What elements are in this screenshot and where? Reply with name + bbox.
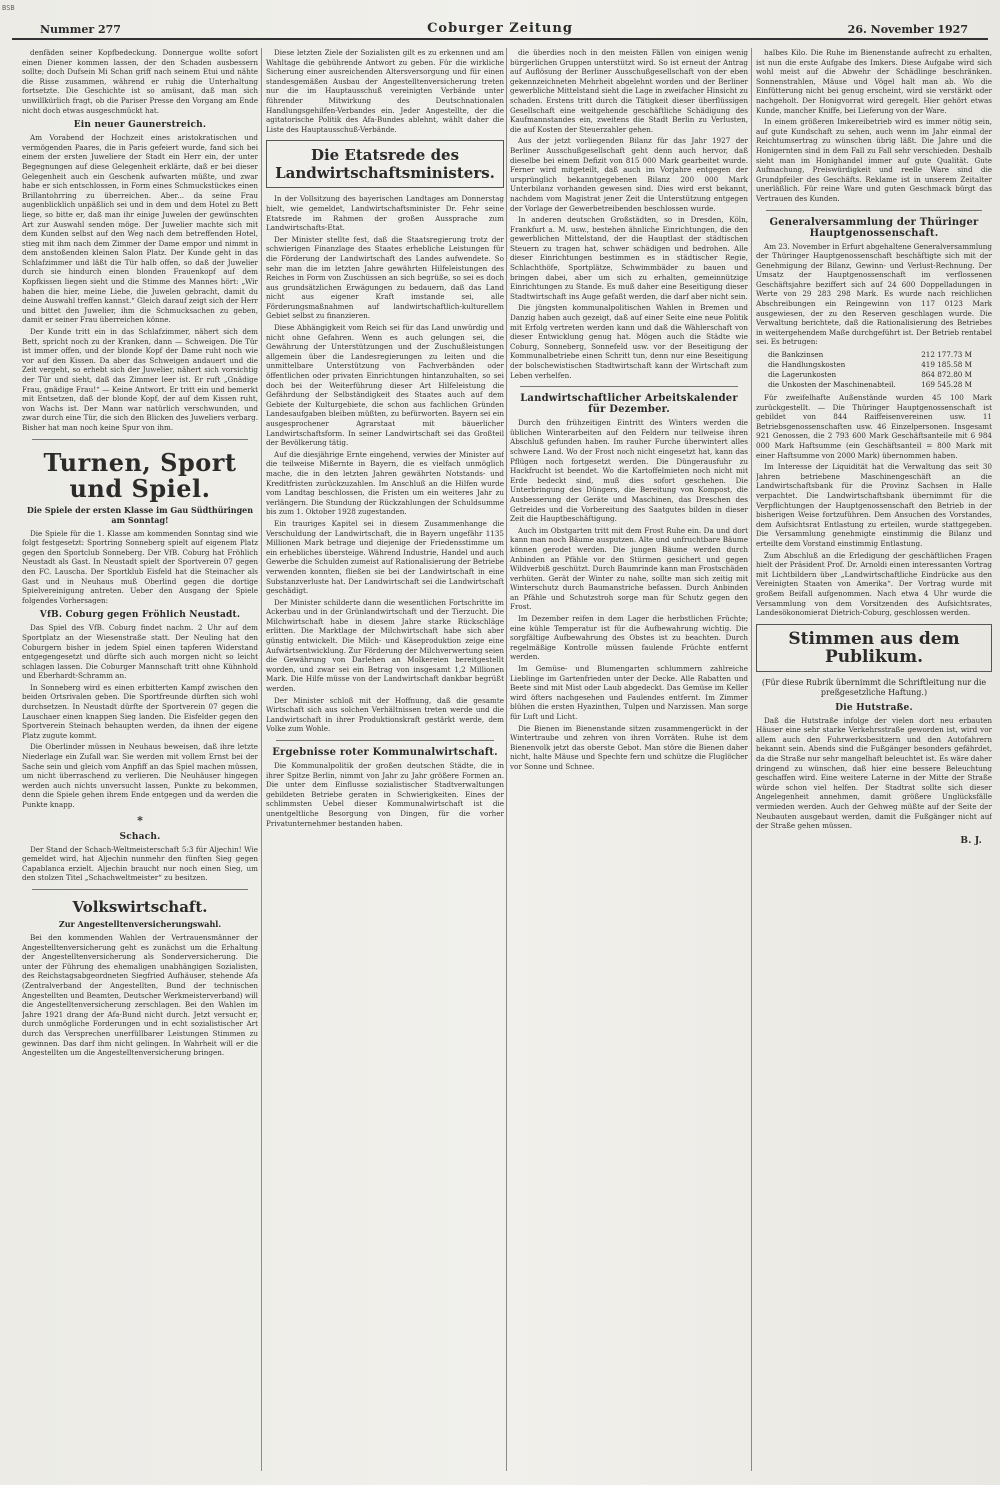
headline-box <box>756 624 992 672</box>
article-subheading: Zur Angestelltenversicherungswahl. <box>58 918 222 929</box>
cost-list-row: die Bankzinsen 212 177.73 M <box>768 350 972 360</box>
article-paragraph: In Sonneberg wird es einen erbitterten Kampf zwischen den beiden Ortsrivalen geben. Die Sportfreunde dürften sich wohl durchsetzen. In Neustadt dürfte der Sportverein 07 gegen die Lauschaer einen knappen Sieg landen. Die Eisfelder gegen den Sportverein Steinach behaupten werden, da ihnen der eigene Platz zugute kommt. <box>22 682 258 740</box>
section-heading-sport: Turnen, Sport und Spiel. <box>43 447 237 503</box>
cost-list-row: die Unkosten der Maschinenabteil. 169 545.28 M <box>768 380 972 390</box>
article-heading: VfB. Coburg gegen Fröhlich Neustadt. <box>39 610 241 621</box>
masthead <box>12 20 988 40</box>
article-paragraph: Der Minister schloß mit der Hoffnung, daß die gesamte Wirtschaft sich aus solchen Verhältnissen treten werde und die Landwirtschaft in ihrer Produktionskraft gestärkt werde, dem Volke zum Wohle. <box>266 695 504 734</box>
divider <box>766 210 982 211</box>
article-paragraph: die überdies noch in den meisten Fällen von einigen wenig bürgerlichen Gruppen unterstützt wird. So ist erneut der Antrag auf Auflösung der Berliner Ausschußgesellschaft von der eben gekennzeichneten Mehrheit abgelehnt worden und der Berliner gewerbliche Mittelstand sieht die Lage in zweifacher Hinsicht zu schaden. Erstens tritt durch die Tätigkeit dieser überflüssigen Gesellschaft eine weitgehende geschäftliche Schädigung des Kaufmannstandes ein, zweitens die Stadt Berlin zu Verlusten, die auf Kosten der Steuerzahler gehen. <box>510 48 748 134</box>
author-signature: B. J. <box>960 835 982 846</box>
article-paragraph: Bei den kommenden Wahlen der Vertrauensmänner der Angestelltenversicherung geht es zunächst um die Erhaltung der Angestelltenversicherung als Sonderversicherung. Die unter der Führung des ehemaligen unabhängigen Sozialisten, des Reichstagsabgeordneten Siegfried Aufhäuser, stehende Afa (Zentralverband der Angestellten, Bund der technischen Angestellten und Beamten, Deutscher Werkmeisterverband) will die Angestelltenversicherung zerschlagen. Bei den Wahlen im Jahre 1921 drang der Afa-Bund nicht durch. Jetzt versucht er, durch unmögliche Forderungen und in echt sozialistischer Art durch das Versprechen unerfüllbarer Leistungen Stimmen zu gewinnen. Das darf ihm nicht gelingen. In Wahrheit will er die Angestellten um die Angestelltenversicherung bringen. <box>22 932 258 1058</box>
article-paragraph: Durch den frühzeitigen Eintritt des Winters werden die üblichen Winterarbeiten auf den Feldern nur teilweise ihren Abschluß gefunden haben. Im rauher Furche überwintert alles schwere Land. Wo der Frost noch nicht eingesetzt hat, kann das Pflügen noch fortgesetzt werden. Die Düngerausfuhr zu Hackfrucht ist beendet. Wo die Kartoffelmieten noch nicht mit Erde bedeckt sind, muß dies sofort geschehen. Die Unterbringung des Düngers, die Bereitung von Kompost, die Ausbesserung der Geräte und Maschinen, das Dreschen des Getreides und die Vorbereitung des Saatgutes bilden in dieser Zeit die Hauptbeschäftigung. <box>510 418 748 524</box>
article-paragraph: In einem größeren Imkereibetrieb wird es immer nötig sein, auf gute Kundschaft zu sehen, auch wenn im Jahr einmal der Reichtumsertrag zu wünschen übrig läßt. Die Jahre und die Honigernten sind in dem Fall zu Fall sehr verschieden. Deshalb sieht man im Honighandel immer auf gute Qualität. Gute Aufmachung, Preiswürdigkeit und reelle Ware sind die Grundpfeiler des Geschäfts. Reklame ist in unserem Zeitalter unerläßlich. Für reine Ware und guten Geschmack bürgt das Vertrauen des Kunden. <box>756 117 992 203</box>
article-paragraph: Der Stand der Schach-Weltmeisterschaft 5:3 für Aljechin! Wie gemeldet wird, hat Aljechin nunmehr den fünften Sieg gegen Capablanca erzielt. Aljechin braucht nur noch einen Sieg, um den stolzen Titel „Schachweltmeister“ zu besitzen. <box>22 844 258 883</box>
article-paragraph: Im Gemüse- und Blumengarten schlummern zahlreiche Lieblinge im Gartenfrieden unter der Decke. Alle Rabatten und Beete sind mit Mist oder Laub abgedeckt. Das Gemüse im Keller wird öfters nachgesehen und Faulendes entfernt. Im Zimmer blühen die ersten Hyazinthen, Tulpen und Narzissen. Man sorge für Luft und Licht. <box>510 664 748 721</box>
column-3 <box>510 48 748 1471</box>
column-rule <box>751 48 752 1471</box>
article-paragraph: Im Interesse der Liquidität hat die Verwaltung das seit 30 Jahren betriebene Maschinengeschäft an die Landwirtschaftsbank für die Provinz Sachsen in Halle verpachtet. Die Landwirtschaftsbank übernimmt für die Verpflichtungen der Hauptgenossenschaft den Betrieb in der bisherigen Weise fortzuführen. Dem Ansuchen des Vorstandes, dem Aufsichtsrat Entlastung zu erteilen, wurde stattgegeben. Die Versammlung genehmigte einstimmig die Bilanz und erteilte dem Vorstand einstimmig Entlastung. <box>756 462 992 548</box>
article-paragraph: Der Minister schilderte dann die wesentlichen Fortschritte im Ackerbau und in der Grünlandwirtschaft und der Tierzucht. Die Milchwirtschaft habe in diesem Jahre starke Rückschläge erlitten. Die Marktlage der Milchwirtschaft habe sich aber günstig entwickelt. Die Milch- und Käseproduktion zeige eine Aufwärtsentwicklung. Zur Förderung der Milchverwertung seien die Gewährung von Darlehen an Molkereien bereitgestellt worden, und zwar sei ein Betrag von insgesamt 1,2 Millionen Mark. Die Hilfe müsse von der Landwirtschaft dankbar begrüßt werden. <box>266 597 504 694</box>
article-paragraph: Die Kommunalpolitik der großen deutschen Städte, die in ihrer Spitze Berlin, nimmt von Jahr zu Jahr größere Formen an. Die unter dem Einflusse sozialistischer Stadtverwaltungen gebildeten Betriebe geraten in Schwierigkeiten. Eines der schlimmsten Uebel dieser Kommunalwirtschaft ist die unentgeltliche Besorgung von Dingen, für die vorher Privatunternehmer bestanden haben. <box>266 761 504 828</box>
article-paragraph: Im Dezember reifen in dem Lager die herbstlichen Früchte; eine kühle Temperatur ist für die Aufbewahrung wichtig. Die sorgfältige Aufbewahrung des Obstes ist zu beachten. Durch regelmäßige Kontrolle müssen faulende Früchte entfernt werden. <box>510 614 748 662</box>
article-paragraph: Aus der jetzt vorliegenden Bilanz für das Jahr 1927 der Berliner Ausschußgesellschaft geht denn auch hervor, daß dieselbe bei einem Defizit von 815 000 Mark gearbeitet wurde. Ferner wird mitgeteilt, daß auch im Vorjahre entgegen der ursprünglich bekanntgegebenen Bilanz 200 000 Mark Unterbilanz vorhanden gewesen sind. Dies wird erst bekannt, nachdem vom Magistrat jener Zeit die Unterstützung entgegen der Vorlage der Gewerbetreibenden beschlossen wurde. <box>510 136 748 213</box>
column-rule <box>506 48 507 1471</box>
article-paragraph: Am Vorabend der Hochzeit eines aristokratischen und vermögenden Paares, die in Paris gefeiert wurde, fand sich bei einem der ersten Juweliere der Stadt ein Herr ein, der unter Begegnungen auf diese Gelegenheit erklärte, daß er bei dieser Gelegenheit auch ein Geschenk aufwarten müßte, und zwar habe er sich entschlossen, in Form eines Schmuckstückes einen Brillantohrring zu überreichen. Aber... da seine Frau augenblicklich unpäßlich sei und in dem und dem Hotel zu Bett liege, so bitte er, daß man ihr einige Juwelen der gewünschten Art zur Auswahl senden möge. Der Juwelier machte sich mit dem Kunden selbst auf den Weg nach dem betreffenden Hotel, stieg mit ihm nach dem Zimmer der Dame empor und nimmt in dem anstoßenden kleinen Salon Platz. Der Kunde geht in das Schlafzimmer und läßt die Tür halb offen, so daß der Juwelier durch sie hindurch einen blonden Frauenkopf auf dem Kopfkissen liegen sieht und die Stimme des Mannes hört: „Wir haben die hier, meine Liebe, die Juwelen gebracht, damit du deine Auswahl treffen kannst.“ Gleich darauf zeigt sich der Herr und bittet den Juwelier, ihm die Schmucksachen zu geben, damit er seiner Frau überreichen könne. <box>22 133 258 325</box>
cost-list <box>768 350 992 390</box>
article-paragraph: Diese letzten Ziele der Sozialisten gilt es zu erkennen und am Wahltage die gebührende Antwort zu geben. Für die wirkliche Sicherung einer ausreichenden Altersversorgung und für einen standesgemäßen Ausbau der Angestelltenversicherung treten nur die im Hauptausschuß vereinigten Verbände unter führender Mitwirkung des Deutschnationalen Handlungsgehilfen-Verbandes ein. Jeder Angestellte, der die agitatorische Politik des Afa-Bundes ablehnt, wählt daher die Liste des Hauptausschuß-Verbände. <box>266 48 504 134</box>
article-paragraph: In anderen deutschen Großstädten, so in Dresden, Köln, Frankfurt a. M. usw., bestehen ähnliche Einrichtungen, die den gewerblichen Mittelstand, der die Hauptlast der städtischen Steuern zu tragen hat, schwer schädigen und bedrohen. Alle dieser Einrichtungen bestimmen es in städtischer Regie, Schlachthöfe, Sportplätze, Schwimmbäder zu bauen und bringen dabei, aber um sich zu erhalten, gemeinnützige Einrichtungen zu Stande. Es muß daher eine Beseitigung dieser Stadtwirtschaft ins Auge gefaßt werden, die darf aber nicht sein. <box>510 215 748 301</box>
article-heading: Die Etatsrede des Landwirtschaftsministers. <box>275 146 495 183</box>
article-paragraph: Die Bienen im Bienenstande sitzen zusammengerückt in der Wintertraube und zehren von ihren Vorräten. Ruhe ist dem Bienenvolk jetzt das oberste Gebot. Man störe die Bienen daher nicht, halte Mäuse und Spechte fern und schütze die Fluglöcher vor Sonne und Schnee. <box>510 723 748 771</box>
article-paragraph: Die Oberlinder müssen in Neuhaus beweisen, daß ihre letzte Niederlage ein Zufall war. Sie werden mit vollem Ernst bei der Sache sein und gleich vom Anpfiff an das Spiel machen müssen, um nicht überraschend zu verlieren. Die Neuhäuser hingegen werden auch nichts unversucht lassen, Punkte zu bekommen, denn die Spiele gehen ihrem Ende entgegen und da werden die Punkte knapp. <box>22 742 258 809</box>
article-paragraph: halbes Kilo. Die Ruhe im Bienenstande aufrecht zu erhalten, ist nun die erste Aufgabe des Imkers. Diese Aufgabe wird sich wohl meist auf die Abwehr der Schädlinge beschränken. Sonnenstrahlen, Mäuse und Vögel halt man ab. Wo die Einfütterung nicht bei genug erscheint, wird sie verstärkt oder nachgeholt. Der Honigvorrat wird geregelt. Hier gehört etwas Kunde, mancher Kniffe, bei Lieferung von der Ware. <box>756 48 992 115</box>
article-subheading: Die Spiele der ersten Klasse im Gau Südthüringen am Sonntag! <box>26 504 254 525</box>
column-rule <box>261 48 262 1471</box>
issue-number: Nummer 277 <box>40 23 121 36</box>
article-paragraph: Der Kunde tritt ein in das Schlafzimmer, nähert sich dem Bett, spricht noch zu der Kranken, dann — Schweigen. Die Tür ist immer offen, und der blonde Kopf der Dame ruht noch wie vor auf den Kissen. Da aber das Schweigen andauert und die Zeit vergeht, so erhebt sich der Juwelier, nähert sich vorsichtig der Tür und sieht, daß das Zimmer leer ist. Er ruft „Gnädige Frau, gnädige Frau!“ — Keine Antwort. Er tritt ein und bemerkt mit Entsetzen, daß der blonde Kopf, der auf dem Kissen ruht, von Wachs ist. Der Mann war natürlich verschwunden, und zwar durch eine Tür, die sich den Blicken des Juweliers verbarg. Bisher hat man noch keine Spur von ihm. <box>22 327 258 432</box>
article-paragraph: Die Spiele für die 1. Klasse am kommenden Sonntag sind wie folgt festgesetzt: Sportring Sonneberg spielt auf eigenem Platz gegen den Sportclub Sonneberg. Der VfB. Coburg hat Fröhlich Neustadt als Gast. In Neustadt spielt der Sportverein 07 gegen den FC. Lauscha. Der Sportklub Eisfeld hat die Steinacher als Gast und in Neuhaus muß Oberlind gegen die dortige Spielvereinigung antreten. Ueber den Ausgang der Spiele folgendes Vorhersagen: <box>22 528 258 605</box>
column-1 <box>22 48 258 1471</box>
article-paragraph: In der Vollsitzung des bayerischen Landtages am Donnerstag hielt, wie gemeldet, Landwirtschaftsminister Dr. Fehr seine Etatsrede im Rahmen der großen Aussprache zum Landwirtschafts-Etat. <box>266 194 504 233</box>
article-heading: Schach. <box>119 831 161 842</box>
divider <box>276 740 494 741</box>
article-paragraph: Für zweifelhafte Außenstände wurden 45 100 Mark zurückgestellt. — Die Thüringer Hauptgenossenschaft ist gebildet von 844 Raiffeisenvereinen usw. 11 Betriebsgenossenschaften usw. 46 Einzelpersonen. Insgesamt 921 Genossen, die 2 793 600 Mark Geschäftsanteile mit 6 984 000 Mark Haftsumme (ein Geschäftsanteil = 800 Mark mit einer Haftsumme von 2000 Mark) übernommen haben. <box>756 393 992 460</box>
article-heading: Ein neuer Gaunerstreich. <box>73 120 207 131</box>
article-paragraph: Am 23. November in Erfurt abgehaltene Generalversammlung der Thüringer Hauptgenossenschaft beschäftigte sich mit der Genehmigung der Bilanz, Gewinn- und Verlust-Rechnung. Der Umsatz der Hauptgenossenschaft im verflossenen Geschäftsjahre beziffert sich auf 24 600 Doppelladungen in Werte von 29 283 298 Mark. Es wurde nach reichlichen Abschreibungen ein Reingewinn von 117 0123 Mark ausgewiesen, der zu den Reserven geschlagen wurde. Die Verwaltung berichtete, daß die Rationalisierung des Betriebes in weitergehendem Maße durchgeführt ist. Der Betrieb rentabel sei. Es betrugen: <box>756 241 992 347</box>
section-heading-letters: Stimmen aus dem Publikum. <box>788 628 960 667</box>
article-paragraph: Der Minister stellte fest, daß die Staatsregierung trotz der schwierigen Finanzlage des Staates erhebliche Leistungen für die Förderung der Landwirtschaft des Landes aufwendete. So sehr man die im letzten Jahre gewährten Hilfeleistungen des Reiches in Form von Zuschüssen an sich begrüße, so sei es doch aus grundsätzlichen Erwägungen zu bedauern, daß das Land nicht aus eigener Kraft imstande sei, alle Förderungsmaßnahmen auf landwirtschaftlich-kulturellem Gebiet selbst zu finanzieren. <box>266 234 504 321</box>
article-paragraph: Die jüngsten kommunalpolitischen Wahlen in Bremen und Danzig haben auch gezeigt, daß auf einer Seite eine neue Politik mit Erfolg vertreten werden kann und daß die Wählerschaft von dieser Entwicklung genug hat. Mögen auch die Städte wie Coburg, Sonneberg, Sonnefeld usw. vor der Beseitigung der Kommunalbetriebe einen Schritt tun, denn nur eine Beseitigung der bolschewistischen Stadtwirtschaft kann der Wirtschaft zum Leben verhelfen. <box>510 303 748 380</box>
column-4 <box>756 48 992 1471</box>
section-note: (Für diese Rubrik übernimmt die Schriftleitung nur die preßgesetzliche Haftung.) <box>761 677 987 697</box>
article-paragraph: Auf die diesjährige Ernte eingehend, verwies der Minister auf die teilweise Mißernte in Bayern, die es vielfach unmöglich mache, die in den letzten Jahren gewährten Notstands- und Kreditfristen zurückzuzahlen. Im Anschluß an die Hilfen wurde vom Landtag beschlossen, die Fristen um ein weiteres Jahr zu verlängern. Die Stundung der Rückzahlungen der Schuldsumme bis zum 1. Oktober 1928 zugestanden. <box>266 449 504 517</box>
article-heading: Die Hutstraße. <box>835 702 913 713</box>
article-heading: Ergebnisse roter Kommunalwirtschaft. <box>272 747 498 758</box>
article-paragraph: Auch im Obstgarten tritt mit dem Frost Ruhe ein. Da und dort kann man noch Bäume ausputzen. Alte und unfruchtbare Bäume können gerodet werden. Die jungen Bäume werden durch Anbinden an Pfähle vor den Stürmen gesichert und gegen Wildverbiß geschützt. Durch Baumrinde kann man Frostschäden verhüten. Gerät der Winter zu nahe, sollte man sich zeitig mit Winterschutz durch Baumanstriche befassen. Durch Anbinden an Pfähle und Schutzstroh sorge man für Schutz gegen den Frost. <box>510 525 748 612</box>
paper-title: Coburger Zeitung <box>427 21 573 36</box>
divider <box>32 889 248 890</box>
article-heading: Generalversammlung der Thüringer Hauptgenossenschaft. <box>769 216 979 239</box>
article-paragraph: Diese Abhängigkeit vom Reich sei für das Land unwürdig und nicht ohne Gefahren. Wenn es auch gelungen sei, die Gewährung der Unterstützungen und der Zuschußleistungen allgemein über die Landesregierungen zu leiten und die unmittelbare Unterstützung von Fachverbänden oder öffentlichen oder privaten Einrichtungen hintanzuhalten, so sei doch bei der Weiterführung dieser Art Hilfeleistung die Gefährdung der Selbständigkeit des Staates auch auf dem Gebiete der Kulturgebiete, die schon aus fachlichen Gründen Landesaufgaben bleiben müßten, zu befürworten. Bayern sei ein ausgesprochener Agrarstaat mit bäuerlicher Landwirtschaftsform. In seiner Landwirtschaft sei das Großteil der Bevölkerung tätig. <box>266 323 504 448</box>
library-stamp: BSB <box>2 4 15 12</box>
article-heading: Landwirtschaftlicher Arbeitskalender für Dezember. <box>520 393 738 416</box>
section-star: * <box>137 813 143 827</box>
divider <box>32 439 248 440</box>
article-paragraph: denfäden seiner Kopfbedeckung. Donnergue wollte sofort einen Diener kommen lassen, der den Schaden ausbessern sollte; doch Dufsein Mi Schan griff nach seinem Etui und nähte die Risse zusammen, während er ruhig die Unterhaltung fortsetzte. Die Geschichte ist so amüsant, daß man sich unwillkürlich fragt, ob die Pariser Presse den Vorgang am Ende nicht doch etwas ausgeschmückt hat. <box>22 48 258 115</box>
cost-list-row: die Handlungskosten 419 185.58 M <box>768 360 972 370</box>
issue-date: 26. November 1927 <box>847 23 968 36</box>
article-paragraph: Daß die Hutstraße infolge der vielen dort neu erbauten Häuser eine sehr starke Verkehrsstraße geworden ist, wird vor allem auch den Fuhrwerksbesitzern und den Autofahrern bekannt sein. Abends sind die Fußgänger besonders gefährdet, da die Straße nur sehr mangelhaft beleuchtet ist. Es wäre daher dringend zu wünschen, daß hier eine bessere Beleuchtung geschaffen wird. Eine weitere Laterne in der Mitte der Straße würde schon viel helfen. Der Stadtrat sollte sich dieser Angelegenheit annehmen, damit größere Unglücksfälle vermieden werden. Auch der Gehweg müßte auf der Seite der Neubauten ausgebaut werden, damit die Fußgänger nicht auf der Straße gehen müssen. <box>756 715 992 831</box>
headline-box <box>266 140 504 188</box>
column-2 <box>266 48 504 1471</box>
cost-list-row: die Lagerunkosten 864 872.80 M <box>768 370 972 380</box>
section-heading-economy: Volkswirtschaft. <box>72 897 208 916</box>
article-paragraph: Das Spiel des VfB. Coburg findet nachm. 2 Uhr auf dem Sportplatz an der Wiesenstraße statt. Der Neuling hat den Coburgern bisher in jedem Spiel einen tapferen Widerstand entgegengesetzt und dürfte sich auch morgen nicht so leicht schlagen lassen. Die Coburger Mannschaft tritt ohne Kühnhold und Eberhardt-Schramm an. <box>22 623 258 681</box>
article-paragraph: Zum Abschluß an die Erledigung der geschäftlichen Fragen hielt der Präsident Prof. Dr. Arnoldi einen interessanten Vortrag mit Lichtbildern über „Landwirtschaftliche Eindrücke aus den Vereinigten Staaten von Amerika“. Der Vortrag wurde mit großem Beifall aufgenommen. Nach etwa 4 Uhr wurde die Versammlung von dem Vorsitzenden des Aufsichtsrates, Landesökonomierat Dietrich-Coburg, geschlossen werden. <box>756 550 992 618</box>
article-paragraph: Ein trauriges Kapitel sei in diesem Zusammenhange die Verschuldung der Landwirtschaft, die in Bayern ungefähr 1135 Millionen Mark betrage und diejenige der Friedensstimme um ein erhebliches übersteige. Während Industrie, Handel und auch Gewerbe die Schulden zumeist auf Rationalisierung der Betriebe verwenden konnten, fließen sie bei der Landwirtschaft in eine Substanzverluste hat. Der Landwirtschaft sei die Landwirtschaft geschädigt. <box>266 518 504 596</box>
divider <box>520 386 738 387</box>
